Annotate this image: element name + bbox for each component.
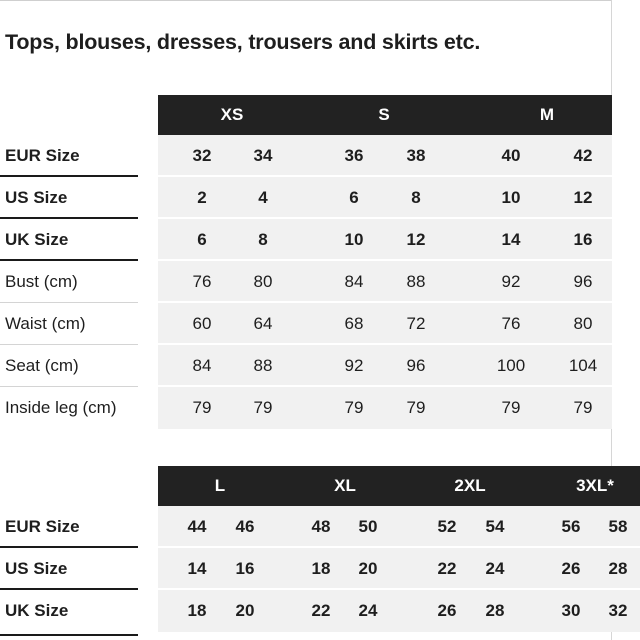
row-label: EUR Size <box>5 146 80 165</box>
table-cell: 20 <box>358 559 378 578</box>
table-cell: 10 <box>501 188 521 207</box>
table-cell: 24 <box>485 559 505 578</box>
row-cells <box>158 177 612 219</box>
table-header <box>158 95 612 135</box>
table-row-seat <box>0 345 640 387</box>
row-label: EUR Size <box>5 517 80 536</box>
table-cell: 100 <box>496 356 526 375</box>
table-row-eur-size <box>0 506 640 548</box>
table-row-inside-leg <box>0 387 640 429</box>
table-cell: 34 <box>253 146 273 165</box>
table-cell: 2 <box>197 188 207 207</box>
table-cell: 96 <box>406 356 426 375</box>
header-l: L <box>214 476 226 495</box>
table-cell: 48 <box>311 517 331 536</box>
table-cell: 28 <box>485 601 505 620</box>
header-2xl: 2XL <box>454 476 486 495</box>
table-cell: 24 <box>358 601 378 620</box>
table-cell: 32 <box>192 146 212 165</box>
table-cell: 79 <box>573 398 593 417</box>
table-cell: 104 <box>568 356 598 375</box>
table-cell: 58 <box>608 517 628 536</box>
table-cell: 79 <box>406 398 426 417</box>
table-cell: 56 <box>561 517 581 536</box>
table-cell: 42 <box>573 146 593 165</box>
table-cell: 80 <box>253 272 273 291</box>
row-label: UK Size <box>5 601 69 620</box>
row-cells <box>158 219 612 261</box>
table-cell: 22 <box>437 559 457 578</box>
row-label: Bust (cm) <box>5 272 78 291</box>
table-cell: 4 <box>258 188 268 207</box>
table-cell: 64 <box>253 314 273 333</box>
table-cell: 30 <box>561 601 581 620</box>
table-cell: 18 <box>187 601 207 620</box>
table-cell: 96 <box>573 272 593 291</box>
table-cell: 16 <box>573 230 593 249</box>
row-divider <box>0 634 138 636</box>
table-cell: 14 <box>501 230 521 249</box>
table-cell: 84 <box>344 272 364 291</box>
table-cell: 28 <box>608 559 628 578</box>
table-row-us-size <box>0 177 640 219</box>
table-cell: 12 <box>573 188 593 207</box>
row-cells <box>158 548 640 590</box>
table-cell: 79 <box>501 398 521 417</box>
table-row-uk-size <box>0 590 640 632</box>
table-cell: 72 <box>406 314 426 333</box>
table-cell: 20 <box>235 601 255 620</box>
table-row-uk-size <box>0 219 640 261</box>
table-cell: 68 <box>344 314 364 333</box>
table-cell: 38 <box>406 146 426 165</box>
row-cells <box>158 387 612 429</box>
table-cell: 12 <box>406 230 426 249</box>
page-top-border <box>0 0 612 6</box>
row-label: Inside leg (cm) <box>5 398 117 417</box>
table-cell: 76 <box>192 272 212 291</box>
table-cell: 79 <box>253 398 273 417</box>
table-cell: 52 <box>437 517 457 536</box>
table-row-waist <box>0 303 640 345</box>
table-cell: 22 <box>311 601 331 620</box>
table-cell: 36 <box>344 146 364 165</box>
table-cell: 8 <box>411 188 421 207</box>
table-cell: 79 <box>344 398 364 417</box>
table-cell: 46 <box>235 517 255 536</box>
table-cell: 16 <box>235 559 255 578</box>
header-xs: XS <box>220 105 244 124</box>
row-cells <box>158 135 612 177</box>
table-cell: 54 <box>485 517 505 536</box>
table-cell: 26 <box>437 601 457 620</box>
table-cell: 92 <box>501 272 521 291</box>
row-cells <box>158 303 612 345</box>
table-row-bust <box>0 261 640 303</box>
table-cell: 18 <box>311 559 331 578</box>
table-cell: 84 <box>192 356 212 375</box>
row-cells <box>158 590 640 632</box>
table-cell: 26 <box>561 559 581 578</box>
table-cell: 76 <box>501 314 521 333</box>
table-cell: 10 <box>344 230 364 249</box>
table-row-eur-size <box>0 135 640 177</box>
row-cells <box>158 345 612 387</box>
table-cell: 14 <box>187 559 207 578</box>
table-cell: 80 <box>573 314 593 333</box>
row-cells <box>158 261 612 303</box>
table-cell: 60 <box>192 314 212 333</box>
row-label: US Size <box>5 188 68 207</box>
table-cell: 50 <box>358 517 378 536</box>
header-s: S <box>378 105 390 124</box>
table-cell: 32 <box>608 601 628 620</box>
row-label: US Size <box>5 559 68 578</box>
table-cell: 92 <box>344 356 364 375</box>
header-m: M <box>539 105 555 124</box>
table-header <box>158 466 640 506</box>
page-title: Tops, blouses, dresses, trousers and skirts etc. <box>5 30 481 54</box>
table-cell: 79 <box>192 398 212 417</box>
row-label: UK Size <box>5 230 69 249</box>
table-cell: 6 <box>197 230 207 249</box>
row-cells <box>158 506 640 548</box>
row-label: Waist (cm) <box>5 314 86 333</box>
header-xl: XL <box>334 476 356 495</box>
table-cell: 88 <box>406 272 426 291</box>
table-cell: 40 <box>501 146 521 165</box>
row-label: Seat (cm) <box>5 356 79 375</box>
table-cell: 8 <box>258 230 268 249</box>
table-cell: 44 <box>187 517 207 536</box>
table-cell: 88 <box>253 356 273 375</box>
table-row-us-size <box>0 548 640 590</box>
header-3xl: 3XL* <box>576 476 614 495</box>
table-cell: 6 <box>349 188 359 207</box>
